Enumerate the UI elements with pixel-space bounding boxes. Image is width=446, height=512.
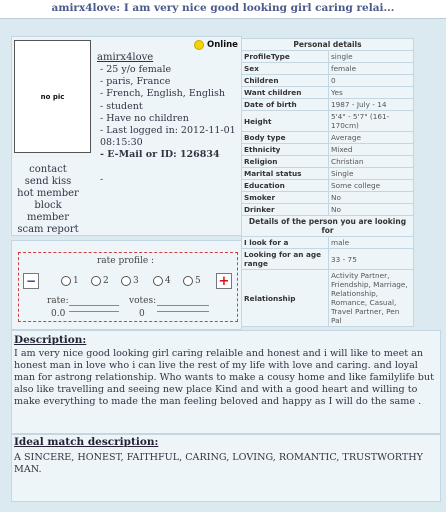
online-status-label: Online: [207, 40, 238, 50]
votes-bar: [157, 305, 209, 312]
summary-age: - 25 y/o female: [100, 64, 172, 75]
table-row: [242, 180, 414, 192]
rate-profile-box: [18, 252, 238, 322]
summary-location: - paris, France: [100, 76, 171, 88]
row-label: Date of birth: [242, 99, 329, 111]
radio-circle[interactable]: [61, 276, 71, 286]
rate-option-label: 3: [133, 276, 139, 286]
row-value: 5'4" - 5'7" (161-170cm): [329, 111, 414, 132]
rate-option-5[interactable]: [183, 276, 201, 286]
radio-circle[interactable]: [91, 276, 101, 286]
rate-profile-title: rate profile :: [97, 256, 155, 266]
summary-languages: - French, English, English: [100, 88, 226, 100]
row-label: Height: [242, 111, 329, 132]
row-value: 33 - 75: [329, 249, 414, 270]
summary-occupation: - student: [100, 100, 143, 112]
scam-report-link[interactable]: scam report: [17, 224, 79, 235]
profile-summary: [92, 64, 238, 186]
rate-value: 0.0: [51, 309, 66, 319]
rate-option-3[interactable]: [121, 276, 139, 286]
row-label: Religion: [242, 156, 329, 168]
description-text: I am very nice good looking girl caring relaible and honest and i will like to meet an honest man in love who i can live the rest of my life with love and caring. and loyal man for astrong relationship. Who wants to make a cousy home and like familylife but also like travelling and seeing new place Kind and with a good heart and willing to make everything to made the man feeling beloved and happy as I will do the same .: [14, 348, 434, 407]
row-value: No: [329, 204, 414, 216]
table-row: [242, 144, 414, 156]
send-kiss-link[interactable]: send kiss: [24, 176, 72, 187]
block-member-link[interactable]: block member: [27, 200, 69, 223]
row-label: Children: [242, 75, 329, 87]
row-value: No: [329, 192, 414, 204]
row-value: 0: [329, 75, 414, 87]
rate-option-label: 1: [73, 276, 79, 286]
table-row: [242, 237, 414, 249]
personal-details-header: Personal details: [242, 39, 414, 51]
minus-icon: −: [25, 274, 37, 288]
ideal-match-text: A SINCERE, HONEST, FAITHFUL, CARING, LOVING, ROMANTIC, TRUSTWORTHY MAN.: [14, 452, 423, 475]
rate-down-button[interactable]: [23, 273, 39, 289]
profile-photo[interactable]: [14, 40, 91, 153]
rate-up-button[interactable]: [216, 273, 232, 289]
table-row: [242, 99, 414, 111]
row-label: Marital status: [242, 168, 329, 180]
hot-member-link[interactable]: hot member: [17, 188, 79, 199]
row-label: Looking for an age range: [242, 249, 329, 270]
row-value: Christian: [329, 156, 414, 168]
row-label: Want children: [242, 87, 329, 99]
rate-bar: [69, 305, 119, 312]
rate-option-1[interactable]: [61, 276, 79, 286]
radio-circle[interactable]: [121, 276, 131, 286]
row-label: Smoker: [242, 192, 329, 204]
summary-last-login: - Last logged in: 2012-11-01 08:15:30: [100, 125, 236, 149]
table-row: [242, 63, 414, 75]
radio-circle[interactable]: [153, 276, 163, 286]
profile-actions: [10, 164, 86, 236]
ideal-match-title: Ideal match description:: [14, 436, 159, 448]
row-label: Ethnicity: [242, 144, 329, 156]
table-row: [242, 87, 414, 99]
table-row: [242, 51, 414, 63]
rate-option-4[interactable]: [153, 276, 171, 286]
rate-option-label: 5: [195, 276, 201, 286]
rate-label: rate:: [47, 296, 69, 306]
row-value: Single: [329, 168, 414, 180]
table-row: [242, 249, 414, 270]
no-pic-label: no pic: [40, 92, 65, 101]
window-title: amirx4love: I am very nice good looking girl caring relai...: [0, 0, 446, 19]
summary-email-id: - E-Mail or ID: 126834: [100, 149, 220, 161]
row-value: Some college: [329, 180, 414, 192]
table-row: [242, 156, 414, 168]
row-label: Sex: [242, 63, 329, 75]
row-value: single: [329, 51, 414, 63]
votes-value: 0: [139, 309, 145, 319]
rate-option-2[interactable]: [91, 276, 109, 286]
table-row: [242, 204, 414, 216]
table-row: [242, 192, 414, 204]
description-title: Description:: [14, 334, 87, 346]
username-link[interactable]: amirx4love: [97, 52, 154, 63]
row-value: Activity Partner, Friendship, Marriage, Relationship, Romance, Casual, Travel Partner, Pen Pal: [329, 270, 414, 327]
summary-children: - Have no children: [100, 112, 189, 124]
row-label: Drinker: [242, 204, 329, 216]
contact-link[interactable]: contact: [29, 164, 67, 175]
rate-option-label: 4: [165, 276, 171, 286]
table-row: [242, 132, 414, 144]
plus-icon: +: [218, 273, 230, 289]
radio-circle[interactable]: [183, 276, 193, 286]
row-value: 1987 - July - 14: [329, 99, 414, 111]
row-label: Relationship: [242, 270, 329, 327]
summary-extra: -: [100, 173, 104, 185]
rate-option-label: 2: [103, 276, 109, 286]
row-label: Body type: [242, 132, 329, 144]
row-value: Mixed: [329, 144, 414, 156]
table-row: [242, 75, 414, 87]
looking-for-header: Details of the person you are looking for: [242, 216, 414, 237]
online-status: [194, 40, 238, 50]
row-value: male: [329, 237, 414, 249]
online-dot-icon: [194, 40, 204, 50]
table-row: [242, 270, 414, 327]
row-label: Education: [242, 180, 329, 192]
row-value: Yes: [329, 87, 414, 99]
table-row: [242, 111, 414, 132]
row-value: female: [329, 63, 414, 75]
table-row: [242, 168, 414, 180]
row-label: I look for a: [242, 237, 329, 249]
row-value: Average: [329, 132, 414, 144]
personal-details-table: [241, 38, 414, 327]
row-label: ProfileType: [242, 51, 329, 63]
votes-label: votes:: [129, 296, 157, 306]
